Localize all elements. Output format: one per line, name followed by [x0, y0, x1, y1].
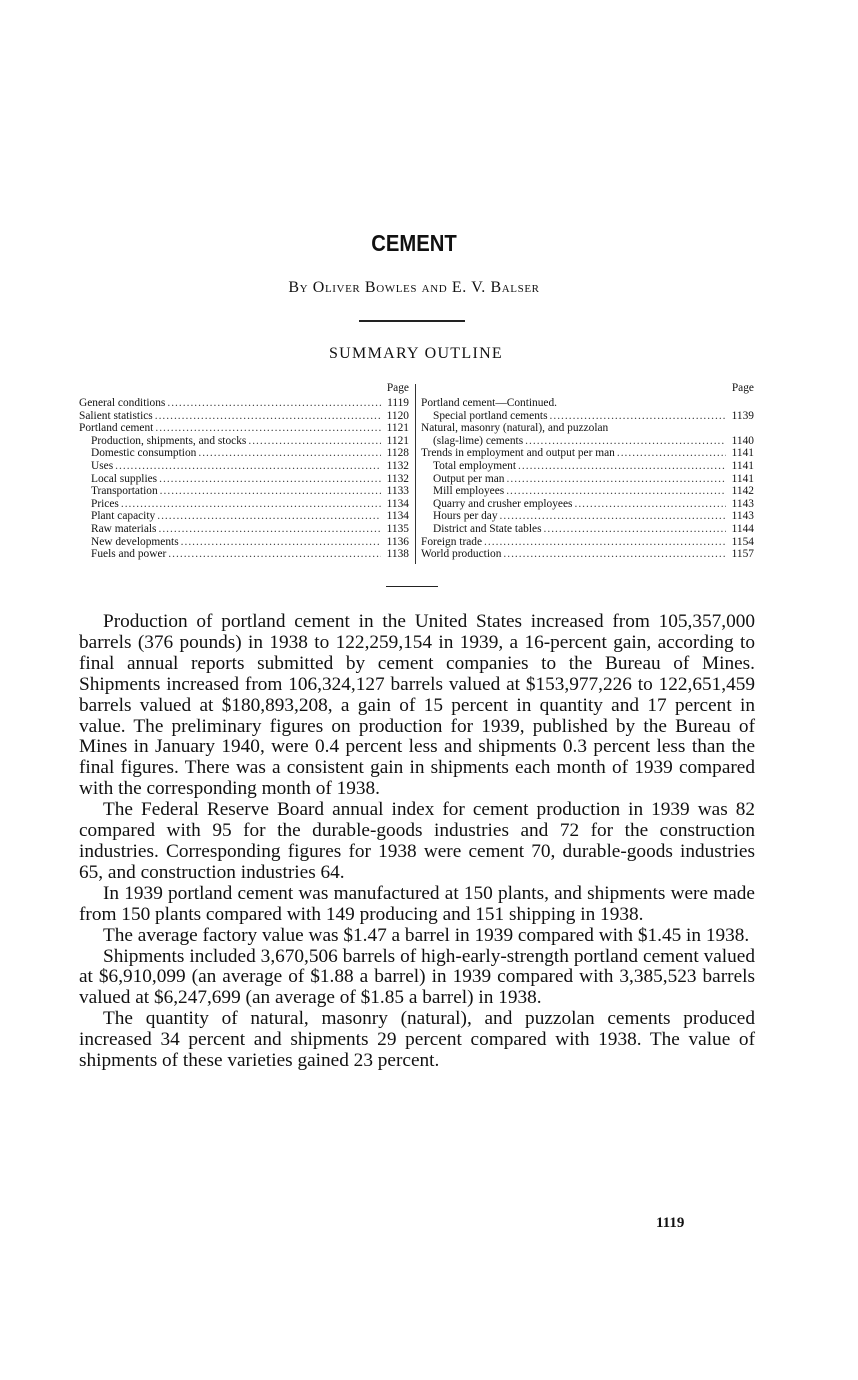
dot-leader	[157, 510, 381, 523]
outline-entry-page: 1140	[731, 434, 754, 447]
paragraph: The average factory value was $1.47 a barrel in 1939 compared with $1.45 in 1938.	[103, 924, 750, 946]
dot-leader	[121, 498, 381, 511]
outline-entry-page: 1136	[386, 535, 409, 548]
outline-entry-label: Hours per day	[433, 510, 498, 523]
outline-entry-label: Trends in employment and output per man	[421, 447, 615, 460]
outline-entry-page: 1120	[386, 409, 409, 422]
outline-entry	[79, 510, 409, 523]
dot-leader	[155, 410, 381, 423]
outline-heading: SUMMARY OUTLINE	[328, 345, 504, 362]
outline-entry-page: 1133	[386, 485, 409, 498]
outline-entry-page: 1143	[731, 510, 754, 523]
outline-entry	[421, 422, 754, 435]
outline-entry-page: 1119	[387, 397, 409, 409]
outline-entry-label: Fuels and power	[91, 548, 167, 561]
outline-entry-label: Special portland cements	[433, 409, 548, 422]
outline-entry-label: Quarry and crusher employees	[433, 497, 573, 510]
outline-entry	[421, 460, 754, 473]
paragraph: Production of portland cement in the United States increased from 105,357,000 barrels (376 pounds) in 1938 to 122,259,154 in 1939, a 16-percent gain, according to final annual reports submitted by cement companies to the Bureau of Mines. Shipments increased from 106,324,127 barrels valued at $153,977,226 to 122,651,459 barrels valued at $180,893,208, a gain of 15 percent in quantity and 17 percent in value. The preliminary figures on production for 1939, published by the Bureau of Mines in January 1940, were 0.4 percent less and shipments 0.3 percent less than the final figures. There was a consistent gain in shipments each month of 1939 compared with the corresponding month of 1938.	[79, 611, 755, 800]
outline-divider	[415, 384, 416, 564]
paragraph: Shipments included 3,670,506 barrels of high-early-strength portland cement valued at $6,910,099 (an average of $1.88 a barrel) in 1939 compared with 3,385,523 barrels valued at $6,247,699 (an average of $1.85 a barrel) in 1938.	[79, 945, 755, 1009]
outline-entry	[421, 548, 754, 561]
outline-entry	[79, 410, 409, 423]
dot-leader	[550, 410, 726, 423]
dot-leader	[544, 523, 726, 536]
outline-entry	[79, 447, 409, 460]
dot-leader	[158, 523, 381, 536]
outline-entry-label: (slag-lime) cements	[433, 434, 524, 447]
outline-entry-label: Foreign trade	[421, 535, 483, 548]
outline-entry-label: Plant capacity	[91, 510, 156, 523]
outline-entry-label: Total employment	[433, 459, 517, 472]
paragraph: In 1939 portland cement was manufactured at 150 plants, and shipments were made from 150 plants compared with 149 producing and 151 shipping in 1938.	[79, 882, 755, 925]
outline-entry-label: World production	[421, 548, 502, 561]
section-rule	[386, 586, 438, 588]
dot-leader	[115, 460, 381, 473]
outline-entry	[421, 473, 754, 486]
outline-entry-label: New developments	[91, 535, 179, 548]
outline-entry-page: 1157	[731, 548, 754, 561]
outline-entry-label: Output per man	[433, 472, 505, 485]
page-column-label: Page	[386, 382, 409, 394]
dot-leader	[617, 447, 726, 460]
outline-entry-page: 1154	[731, 535, 754, 548]
dot-leader	[500, 510, 726, 523]
outline-entry-page: 1141	[731, 447, 754, 460]
outline-entry	[421, 523, 754, 536]
dot-leader	[525, 435, 726, 448]
dot-leader	[198, 447, 381, 460]
paragraph: The Federal Reserve Board annual index for cement production in 1939 was 82 compared with 95 for the durable-goods industries and 72 for the construction industries. Corresponding figures for 1938 were cement 70, durable-goods industries 65, and construction industries 64.	[79, 799, 755, 883]
author-byline: By Oliver Bowles and E. V. Balser	[288, 279, 540, 296]
dot-leader	[248, 435, 381, 448]
outline-entry-label: Domestic consumption	[91, 447, 197, 460]
outline-entry	[421, 510, 754, 523]
outline-entry-page: 1134	[386, 497, 409, 510]
outline-entry	[79, 397, 409, 410]
dot-leader	[507, 473, 727, 486]
outline-right-list	[421, 397, 754, 561]
outline-entry	[421, 435, 754, 448]
outline-entry-label: Prices	[91, 497, 119, 510]
outline-entry-page: 1138	[386, 548, 409, 561]
title-rule	[359, 320, 465, 323]
dot-leader	[506, 485, 726, 498]
outline-entry	[421, 536, 754, 549]
outline-entry	[421, 397, 754, 410]
outline-entry-label: Portland cement—Continued.	[421, 397, 558, 409]
outline-entry-page: 1132	[386, 472, 409, 485]
outline-left-column	[79, 382, 409, 561]
page-number: 1119	[656, 1215, 685, 1231]
outline-entry-label: Transportation	[91, 485, 158, 498]
outline-entry-page: 1121	[386, 422, 409, 435]
page-column-label: Page	[731, 382, 754, 394]
outline-entry	[79, 460, 409, 473]
outline-entry	[79, 523, 409, 536]
outline-entry-page: 1135	[386, 522, 409, 535]
dot-leader	[155, 422, 381, 435]
outline-entry-label: Local supplies	[91, 472, 158, 485]
outline-entry	[421, 410, 754, 423]
paragraph: The quantity of natural, masonry (natural), and puzzolan cements produced increased 34 percent and shipments 29 percent compared with 1938. The value of shipments of these varieties gained 23 percent.	[79, 1008, 755, 1072]
outline-entry-label: Portland cement	[79, 422, 154, 435]
outline-entry-label: Uses	[91, 459, 114, 472]
outline-entry	[421, 498, 754, 511]
outline-entry	[421, 485, 754, 498]
outline-entry-page: 1121	[386, 434, 409, 447]
dot-leader	[503, 548, 726, 561]
dot-leader	[168, 548, 381, 561]
outline-entry-label: Salient statistics	[79, 409, 153, 422]
outline-entry-page: 1141	[731, 472, 754, 485]
outline-entry-page: 1144	[731, 522, 754, 535]
outline-entry	[79, 498, 409, 511]
dot-leader	[484, 536, 726, 549]
outline-entry	[79, 473, 409, 486]
dot-leader	[167, 397, 381, 410]
outline-entry	[79, 536, 409, 549]
outline-entry-label: Production, shipments, and stocks	[91, 434, 247, 447]
outline-entry	[79, 422, 409, 435]
outline-entry-label: General conditions	[79, 397, 166, 409]
outline-entry-page: 1128	[386, 447, 409, 460]
dot-leader	[160, 485, 381, 498]
outline-entry-page: 1141	[731, 459, 754, 472]
outline-entry-page: 1132	[386, 459, 409, 472]
outline-entry	[421, 447, 754, 460]
dot-leader	[518, 460, 726, 473]
outline-entry	[79, 548, 409, 561]
body-text	[79, 612, 755, 1072]
outline-entry-page: 1142	[731, 485, 754, 498]
outline-entry-page: 1143	[731, 497, 754, 510]
outline-entry-page: 1134	[386, 510, 409, 523]
outline-entry	[79, 435, 409, 448]
outline-entry-label: Natural, masonry (natural), and puzzolan	[421, 422, 609, 435]
dot-leader	[181, 536, 381, 549]
dot-leader	[574, 498, 726, 511]
outline-left-list	[79, 397, 409, 561]
outline-entry-label: Mill employees	[433, 485, 505, 498]
outline-entry	[79, 485, 409, 498]
page-title: CEMENT	[371, 230, 457, 256]
outline-entry-label: District and State tables	[433, 522, 542, 535]
outline-entry-page: 1139	[731, 409, 754, 422]
dot-leader	[159, 473, 381, 486]
outline-right-column	[421, 382, 754, 561]
outline-entry-label: Raw materials	[91, 522, 157, 535]
